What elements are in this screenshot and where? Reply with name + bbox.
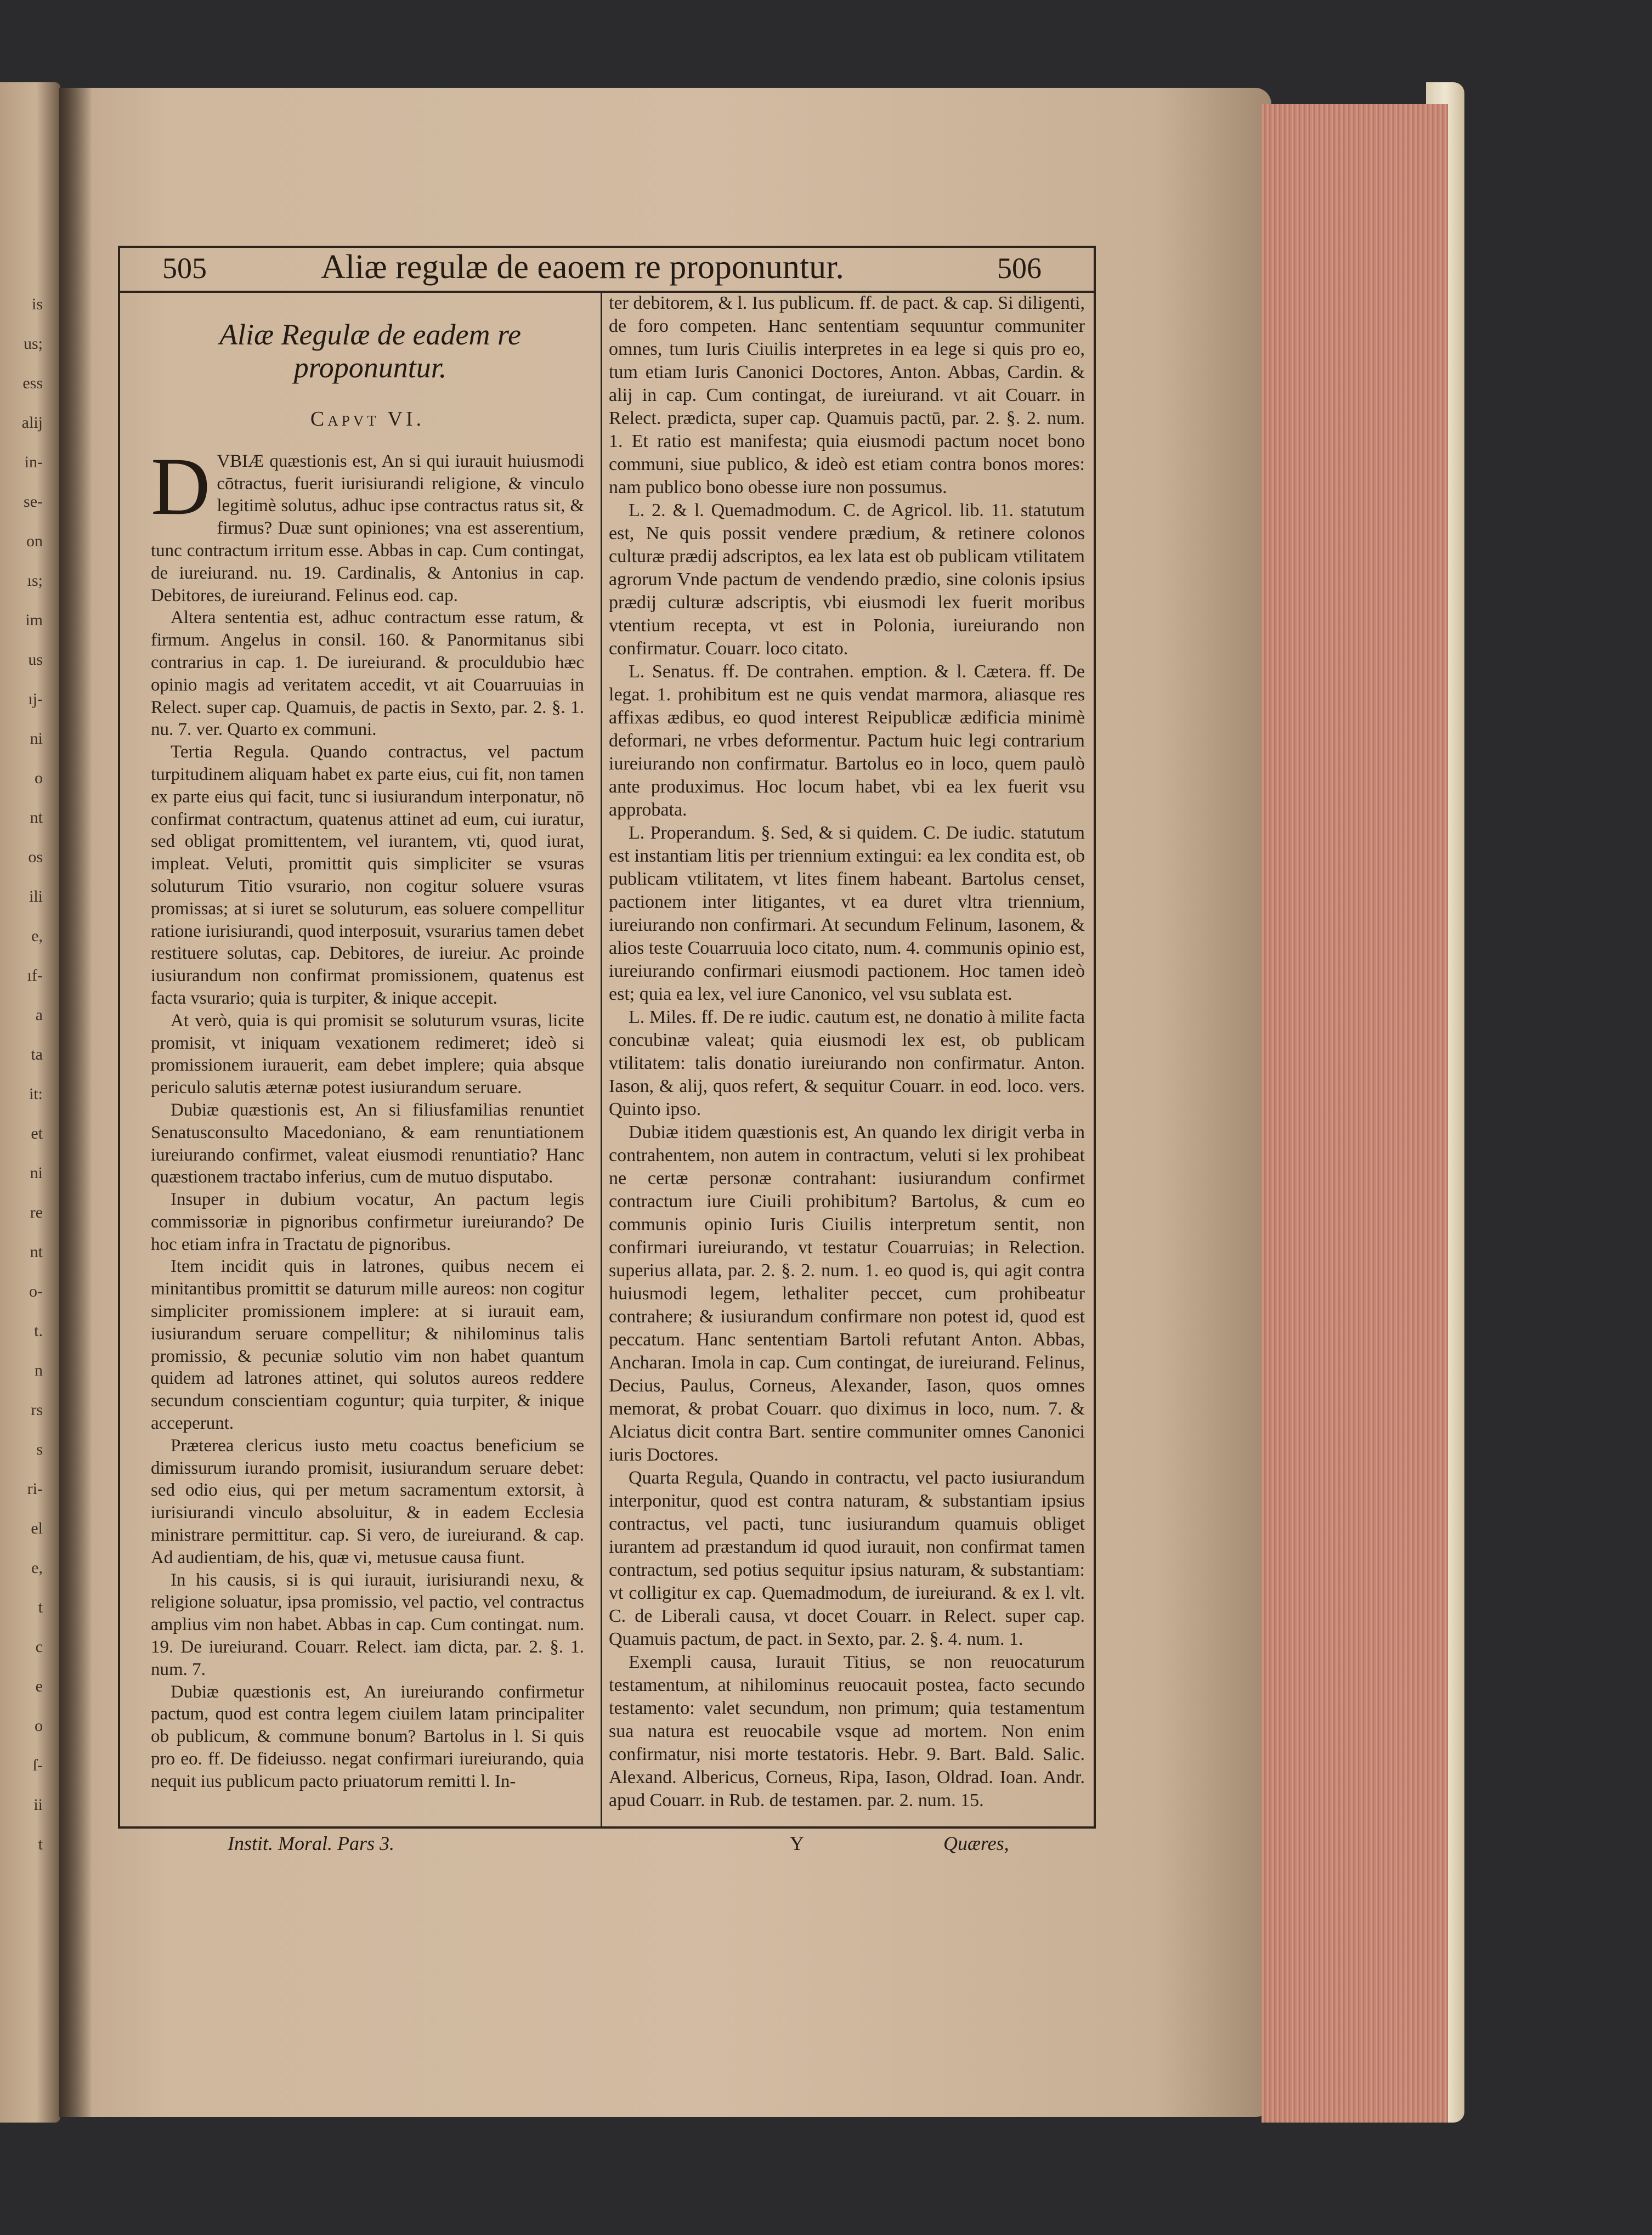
- paragraph: Exempli causa, Iurauit Titius, se non reuocaturum testamentum, at nihilominus reuocauit postea, facto secundo testamento: valet secundum, non primum; quia testamentum sua natura est reuocabile vsque ad mortem. Non enim confirmatur, nisi morte testatoris. Hebr. 9. Bart. Bald. Salic. Alexand. Albericus, Corneus, Ripa, Iason, Oldrad. Ioan. Andr. apud Couarr. in Rub. de testamen. par. 2. num. 15.: [609, 1652, 1085, 1810]
- previous-page-text-fragment: nt: [30, 1243, 43, 1261]
- paragraph: ter debitorem, & l. Ius publicum. ff. de pact. & cap. Si diligenti, de foro competen. Hanc sententiam sequuntur communiter omnes, tum Iuris Ciuilis interpretes in ea lege si quis pro eo, tum etiam Iuris Canonici Doctores, Anton. Abbas, Cardin. & alij in cap. Cum contingat, de iureiurand. vt ait Couarr. in Relect. prædicta, super cap. Quamuis pactū, par. 2. §. 2. num. 1. Et ratio est manifesta; quia eiusmodi pactum nocet bono communi, siue publico, & ideò est etiam contra bonos mores: nam publico bono obesse iure non possumus.: [609, 293, 1085, 497]
- previous-page-text-fragment: in-: [24, 453, 43, 471]
- previous-page-text-fragment: rs: [31, 1401, 43, 1419]
- paragraph: Tertia Regula. Quando contractus, vel pactum turpitudinem aliquam habet ex parte eius, cui fit, non tamen ex parte eius qui facit, tunc si iusiurandum interponatur, nō confirmat contractum, quatenus attinet ad eum, cui iuratur, sed obligat promittentem, vel iurantem, vti, quod iurat, impleat. Veluti, promittit quis simpliciter se vsuras soluturum Titio vsurario, non cogitur soluere vsuras promissas; at si iuret se soluturum, eas soluere compellitur ratione iurisiurandi, quod interposuit, vsurarius tamen debet restituere solutas, cap. Debitores, de iureiur. Ac proinde iusiurandum non confirmat promissionem, quatenus est facta vsurario; quia is turpiter, & inique accepit.: [151, 742, 584, 1008]
- previous-page-text-fragment: os: [28, 848, 43, 866]
- catchword: Quæres,: [943, 1832, 1009, 1854]
- paragraph: L. 2. & l. Quemadmodum. C. de Agricol. lib. 11. statutum est, Ne quis possit vendere prædium, & retinere colonos culturæ prædij adscriptos, ea lex lata est ob publicam vtilitatem agrorum Vnde pactum de vendendo prædio, sine colonis ipsius prædij culturæ adscriptis, vbi eiusmodi lex fuerit moribus vtentium recepta, vt est in Polonia, iureiurando non confirmatur. Couarr. loco citato.: [609, 500, 1085, 659]
- previous-page-text-fragment: us;: [23, 335, 43, 353]
- paragraph: Præterea clericus iusto metu coactus beneficium se dimissurum iurando promisit, iusiurandum seruare debet: sed odio eius, qui per metum sacramentum extorsit, à iurisiurandi vinculo absoluitur, & in eadem Ecclesia ministrare permittitur. cap. Si vero, de iureiurand. & cap. Ad audientiam, de his, quæ vi, metusue causa fiunt.: [151, 1435, 584, 1568]
- previous-page-sliver: [0, 82, 60, 2123]
- right-column: [609, 292, 1085, 1812]
- paragraph: Dubiæ itidem quæstionis est, An quando lex dirigit verba in contrahentem, non autem in contractum, veluti si lex prohibeat ne certæ personæ contrahant: iusiurandum confirmet contractum iure Ciuili prohibitum? Bartolus, & cum eo communis opinio Iuris Ciuilis interpretum sentit, non confirmari iureiurando, vt testatur Couarruias; in Relection. superius allata, par. 2. §. 2. num. 1. eo quod is, qui agit contra huiusmodi legem, lethaliter peccet, cum prohibeatur contrahere; & iusiurandum confirmare non potest id, quod est peccatum. Hanc sententiam Bartoli refutant Anton. Abbas, Ancharan. Imola in cap. Cum contingat, de iureiurand. Felinus, Decius, Paulus, Corneus, Alexander, Iason, quos omnes memorat, & probat Couarr. quo diximus in loco, num. 7. & Alciatus dicit contra Bart. sentire communiter omnes Canonici iuris Doctores.: [609, 1122, 1085, 1465]
- previous-page-text-fragment: on: [26, 532, 43, 550]
- previous-page-text-fragment: t: [38, 1835, 43, 1853]
- left-column: [151, 307, 584, 1793]
- previous-page-text-fragment: re: [30, 1203, 43, 1221]
- previous-page-text-fragment: e,: [31, 927, 43, 945]
- previous-page-text-fragment: o: [35, 1717, 43, 1735]
- previous-page-text-fragment: alij: [21, 414, 43, 432]
- previous-page-text-fragment: o: [35, 769, 43, 787]
- previous-page-text-fragment: ıf-: [27, 966, 43, 984]
- page-gutter: [59, 88, 92, 2117]
- previous-page-text-fragment: n: [35, 1361, 43, 1379]
- previous-page-text-fragment: e: [35, 1677, 43, 1695]
- previous-page-text-fragment: c: [35, 1638, 43, 1656]
- page-number-right: 506: [997, 252, 1042, 285]
- previous-page-text-fragment: ſ-: [32, 1756, 43, 1774]
- chapter-title: Aliæ Regulæ de eadem re proponuntur.: [219, 318, 521, 384]
- red-page-edges: [1261, 104, 1448, 2123]
- previous-page-text-fragment: ta: [31, 1045, 43, 1063]
- previous-page-text-fragment: ri-: [27, 1480, 43, 1498]
- previous-page-text-fragment: s: [36, 1440, 43, 1458]
- previous-page-text-fragment: ii: [33, 1796, 43, 1814]
- previous-page-text-fragment: ess: [22, 374, 43, 392]
- paragraph: Quarta Regula, Quando in contractu, vel pacto iusiurandum interponitur, quod est contra naturam, & substantiam ipsius contractus, vel pacti, tunc iusiurandum quamuis obliget iurantem ad præstandum id quod iurauit, non confirmat tamen contractum, sed potius sequitur ipsius naturam, & substantiam: vt colligitur ex cap. Quemadmodum, de iureiurand. & ex l. vlt. C. de Liberali causa, vt docet Couarr. in Relect. super cap. Quamuis pactum, de pact. in Sexto, par. 2. §. 4. num. 1.: [609, 1468, 1085, 1649]
- previous-page-text-fragment: et: [31, 1124, 43, 1142]
- previous-page-text-fragment: t: [38, 1598, 43, 1616]
- running-title: Aliæ regulæ de eaoem re proponuntur.: [321, 248, 844, 286]
- previous-page-text-fragment: ıj-: [28, 690, 43, 708]
- signature-line: Instit. Moral. Pars 3.: [228, 1832, 395, 1854]
- previous-page-text-fragment: t.: [34, 1322, 43, 1340]
- paragraph: Dubiæ quæstionis est, An si filiusfamilias renuntiet Senatusconsulto Macedoniano, & eam renuntiationem iureiurando confirmet, valeat eiusmodi renuntiatio? Hanc quæstionem tractabo inferius, cum de mutuo disputabo.: [151, 1100, 584, 1187]
- page-number-left: 505: [162, 252, 207, 285]
- paragraph-text: VBIÆ quæstionis est, An si qui iurauit huiusmodi cōtractus, fuerit iurisiurandi religione, & vinculo legitimè solutus, adhuc ipse contractus ratus sit, & firmus? Duæ sunt opiniones; vna est asserentium, tunc contractum irritum esse. Abbas in cap. Cum contingat, de iureiurand. nu. 19. Cardinalis, & Antonius in cap. Debitores, de iureiurand. Felinus eod. cap.: [151, 451, 584, 606]
- previous-page-text-fragment: us: [28, 650, 43, 669]
- paragraph: Altera sententia est, adhuc contractum esse ratum, & firmum. Angelus in consil. 160. & Panormitanus sibi contrarius in cap. 1. De iureiurand. & proculdubio hæc opinio magis ad veritatem accedit, vt ait Couarruuias in Relect. super cap. Quamuis, de pactis in Sexto, par. 2. §. 1. nu. 7. ver. Quarto ex communi.: [151, 608, 584, 740]
- paragraph: In his causis, si is qui iurauit, iurisiurandi nexu, & religione soluatur, ipsa promissio, vel pactio, vel contractus amplius vim non habet. Abbas in cap. Cum contingat. num. 19. De iureiurand. Couarr. Relect. iam dicta, par. 2. §. 1. num. 7.: [151, 1570, 584, 1679]
- previous-page-text-fragment: se-: [24, 493, 43, 511]
- previous-page-text-fragment: a: [35, 1006, 43, 1024]
- paragraph: At verò, quia is qui promisit se soluturum vsuras, licite promisit, vt iniquam vexationem redimeret; ideò si promissionem iurauerit, eam debet implere; quia absque periculo salutis æternæ potest iusiurandum seruare.: [151, 1010, 584, 1098]
- previous-page-text-fragment: is: [31, 295, 43, 313]
- previous-page-text-fragment: o-: [29, 1282, 43, 1300]
- previous-page-text-fragment: el: [31, 1519, 43, 1537]
- paragraph: L. Senatus. ff. De contrahen. emption. & l. Cætera. ff. De legat. 1. prohibitum est ne quis vendat marmora, aliasque res affixas ædibus, eo quod interest Reipublicæ ædificia minimè deformari, ne vrbes deformentur. Pactum huic legi contrarium iureiurando non confirmatur. Bartolus eo in loco, quem paulò ante produximus. Hoc locum habet, vbi ea lex fuerit vsu approbata.: [609, 661, 1085, 820]
- previous-page-text-fragment: ili: [29, 887, 43, 906]
- signature-mark: Y: [790, 1832, 804, 1854]
- paragraph: L. Miles. ff. De re iudic. cautum est, ne donatio à milite facta concubinæ valeat; quia eiusmodi lex est, ob publicam vtilitatem: talis donatio iureiurando non confirmatur. Anton. Iason, & alij, quos refert, & sequitur Couarr. in eod. loco. vers. Quinto ipso.: [609, 1007, 1085, 1119]
- previous-page-text-fragment: it:: [29, 1085, 43, 1103]
- previous-page-text-fragment: ni: [30, 729, 43, 748]
- previous-page-text-fragment: im: [25, 611, 43, 629]
- previous-page-text-fragment: nt: [30, 808, 43, 827]
- paragraph: Insuper in dubium vocatur, An pactum legis commissoriæ in pignoribus confirmetur iureiurando? De hoc etiam infra in Tractatu de pignoribus.: [151, 1190, 584, 1254]
- column-rule: [601, 291, 602, 1826]
- previous-page-text-fragment: ıs;: [27, 572, 43, 590]
- chapter-number: Capvt VI.: [310, 408, 425, 431]
- previous-page-text-fragment: ni: [30, 1164, 43, 1182]
- drop-capital: D: [151, 440, 211, 532]
- paragraph: [151, 440, 584, 607]
- paragraph: Item incidit quis in latrones, quibus necem ei minitantibus promittit se daturum mille aureos: non cogitur simpliciter promissionem implere: at si iurauit eam, iusiurandum seruare compellitur; & nihilominus talis promissio, & pecuniæ solutio vim non habet quantum quidem ad latrones attinet, qui solutos aureos reddere secundum conscientiam coguntur; quia turpiter, & inique acceperunt.: [151, 1257, 584, 1434]
- previous-page-text-fragment: e,: [31, 1559, 43, 1577]
- paragraph: L. Properandum. §. Sed, & si quidem. C. De iudic. statutum est instantiam litis per triennium extingui: ea lex condita est, ob publicam vtilitatem, vt lites finem habeant. Bartolus censet, pactionem inter litigantes, vt ea duret vltra triennium, iureiurando non confirmari. At secundum Felinum, Iasonem, & alios teste Couarruuia loco citato, num. 4. communis opinio est, iureiurando confirmari eiusmodi pactionem. Hoc tamen ideò est; quia ea lex, vel iure Canonico, vel vsu sublata est.: [609, 823, 1085, 1004]
- paragraph: Dubiæ quæstionis est, An iureiurando confirmetur pactum, quod est contra legem ciuilem latam principaliter ob publicum, & commune bonum? Bartolus in l. Si quis pro eo. ff. De fideiusso. negat confirmari iureiurando, quia nequit ius publicum pacto priuatorum remitti l. In-: [151, 1682, 584, 1791]
